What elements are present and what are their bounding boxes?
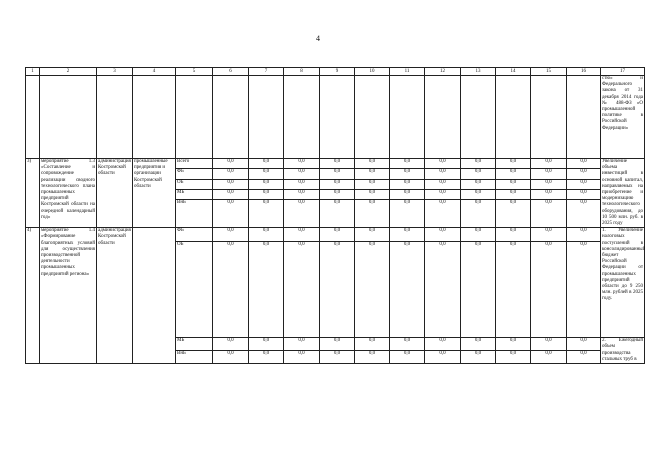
value-cell: 0,0 [531,338,567,351]
value-cell: 0,0 [213,242,249,338]
empty-cell [320,76,355,159]
value-cell: 0,0 [213,189,249,199]
value-cell: 0,0 [284,200,320,228]
header-cell: 11 [390,68,425,76]
value-cell: 0,0 [320,169,355,179]
table-row [26,159,645,169]
value-cell: 0,0 [213,169,249,179]
header-cell: 4 [133,68,176,76]
value-cell: 0,0 [425,200,461,228]
value-cell: 0,0 [355,200,390,228]
result-text: стю» и Федерального закона от 31 декабря 2014 года № 488-ФЗ «О промышленной политике в Российской Федерации» [601,76,645,159]
value-cell: 0,0 [249,351,284,364]
value-cell: 0,0 [567,169,601,179]
value-cell: 0,0 [496,351,531,364]
value-cell: 0,0 [355,228,390,242]
continuation-row [26,76,645,159]
value-cell: 0,0 [213,228,249,242]
value-cell: 0,0 [390,351,425,364]
value-cell: 0,0 [390,169,425,179]
value-cell: 0,0 [249,200,284,228]
value-cell: 0,0 [320,200,355,228]
header-cell: 15 [531,68,567,76]
value-cell: 0,0 [531,179,567,189]
value-cell: 0,0 [567,200,601,228]
value-cell: 0,0 [213,351,249,364]
value-cell: 0,0 [355,338,390,351]
value-cell: 0,0 [320,242,355,338]
empty-cell [40,76,97,159]
header-cell: 17 [601,68,645,76]
value-cell: 0,0 [284,228,320,242]
value-cell: 0,0 [567,351,601,364]
value-cell: 0,0 [355,179,390,189]
value-cell: 0,0 [390,338,425,351]
funding-source: ВнБ [176,351,213,364]
value-cell: 0,0 [567,179,601,189]
value-cell: 0,0 [531,200,567,228]
value-cell: 0,0 [355,351,390,364]
value-cell: 0,0 [531,242,567,338]
value-cell: 0,0 [249,189,284,199]
value-cell: 0,0 [284,179,320,189]
value-cell: 0,0 [213,179,249,189]
value-cell: 0,0 [496,200,531,228]
value-cell: 0,0 [355,159,390,169]
header-cell: 1 [26,68,40,76]
table-row [26,228,645,242]
value-cell: 0,0 [284,338,320,351]
header-cell: 7 [249,68,284,76]
value-cell: 0,0 [284,159,320,169]
value-cell: 0,0 [355,242,390,338]
value-cell: 0,0 [249,179,284,189]
value-cell: 0,0 [284,242,320,338]
value-cell: 0,0 [461,189,496,199]
empty-cell [249,76,284,159]
value-cell: 0,0 [567,242,601,338]
value-cell: 0,0 [249,159,284,169]
value-cell: 0,0 [425,228,461,242]
empty-cell [133,76,176,159]
value-cell: 0,0 [355,169,390,179]
value-cell: 0,0 [425,159,461,169]
value-cell: 0,0 [496,159,531,169]
value-cell: 0,0 [531,159,567,169]
empty-cell [390,76,425,159]
value-cell: 0,0 [461,200,496,228]
header-cell: 2 [40,68,97,76]
funding-source: ВнБ [176,200,213,228]
value-cell: 0,0 [496,228,531,242]
value-cell: 0,0 [284,169,320,179]
value-cell: 0,0 [496,179,531,189]
empty-cell [176,76,213,159]
value-cell: 0,0 [425,179,461,189]
value-cell: 0,0 [213,159,249,169]
value-cell: 0,0 [390,189,425,199]
header-row [26,68,645,76]
value-cell: 0,0 [461,179,496,189]
row-number: 4) [26,228,40,364]
row-number: 3) [26,159,40,228]
value-cell: 0,0 [249,228,284,242]
value-cell: 0,0 [496,242,531,338]
header-cell: 9 [320,68,355,76]
value-cell: 0,0 [496,169,531,179]
value-cell: 0,0 [390,159,425,169]
header-cell: 5 [176,68,213,76]
value-cell: 0,0 [425,189,461,199]
value-cell: 0,0 [567,159,601,169]
empty-cell [355,76,390,159]
value-cell: 0,0 [320,179,355,189]
value-cell: 0,0 [531,351,567,364]
value-cell: 0,0 [390,179,425,189]
empty-cell [284,76,320,159]
value-cell: 0,0 [425,338,461,351]
value-cell: 0,0 [249,169,284,179]
value-cell: 0,0 [461,228,496,242]
value-cell: 0,0 [355,189,390,199]
value-cell: 0,0 [425,242,461,338]
value-cell: 0,0 [213,200,249,228]
header-cell: 14 [496,68,531,76]
activity-name: мероприятие 1.4 «Формирование благоприятных условий для осуществления производственной деятельности промышленных предприятий региона» [40,228,97,364]
value-cell: 0,0 [496,338,531,351]
value-cell: 0,0 [461,351,496,364]
executor: администрация Костромской области [97,159,133,228]
executor: администрация Костромской области [97,228,133,364]
participant [133,228,176,364]
program-table [25,67,645,364]
empty-cell [567,76,601,159]
value-cell: 0,0 [320,189,355,199]
header-cell: 3 [97,68,133,76]
value-cell: 0,0 [320,228,355,242]
header-cell: 16 [567,68,601,76]
value-cell: 0,0 [390,200,425,228]
funding-source: ФБ [176,228,213,242]
header-cell: 8 [284,68,320,76]
value-cell: 0,0 [249,338,284,351]
value-cell: 0,0 [531,228,567,242]
table-body [26,68,645,364]
value-cell: 0,0 [390,242,425,338]
value-cell: 0,0 [249,242,284,338]
funding-source: ОБ [176,242,213,338]
empty-cell [26,76,40,159]
value-cell: 0,0 [320,338,355,351]
activity-name: мероприятие 1.3 «Составление и сопровождение реализации сводного технологического плана промышленных предприятий Костромской области на очередной календарный год» [40,159,97,228]
value-cell: 0,0 [320,351,355,364]
result-text: 1. Увеличение налоговых поступлений в консолидированный бюджет Российской Федерации от промышленных предприятий области до 9 250 млн. рублей в 2025 году. [601,228,645,338]
result-text: Увеличение объема инвестиций в основной капитал, направляемых на приобретение и модернизацию технологического оборудования, до 10 500 млн. руб. в 2025 году [602,159,643,227]
empty-cell [97,76,133,159]
header-cell: 6 [213,68,249,76]
header-cell: 13 [461,68,496,76]
header-cell: 12 [425,68,461,76]
empty-cell [213,76,249,159]
result-text: 2. Ежегодный объем производства стальных труб в [602,338,643,362]
value-cell: 0,0 [425,351,461,364]
value-cell: 0,0 [531,169,567,179]
value-cell: 0,0 [496,189,531,199]
value-cell: 0,0 [461,159,496,169]
value-cell: 0,0 [461,242,496,338]
value-cell: 0,0 [213,338,249,351]
value-cell: 0,0 [284,351,320,364]
funding-source: ОБ [176,179,213,189]
funding-source: ФБ [176,169,213,179]
funding-source: Всего [176,159,213,169]
page-number: 4 [316,34,320,43]
empty-cell [425,76,461,159]
value-cell: 0,0 [531,189,567,199]
participant: промышленные предприятия и организации Костромской области [133,159,176,228]
value-cell: 0,0 [567,228,601,242]
value-cell: 0,0 [461,169,496,179]
empty-cell [496,76,531,159]
value-cell: 0,0 [284,189,320,199]
value-cell: 0,0 [425,169,461,179]
header-cell: 10 [355,68,390,76]
funding-source: МБ [176,189,213,199]
value-cell: 0,0 [390,228,425,242]
value-cell: 0,0 [567,338,601,351]
empty-cell [461,76,496,159]
funding-source: МБ [176,338,213,351]
value-cell: 0,0 [461,338,496,351]
value-cell: 0,0 [320,159,355,169]
empty-cell [531,76,567,159]
value-cell: 0,0 [567,189,601,199]
